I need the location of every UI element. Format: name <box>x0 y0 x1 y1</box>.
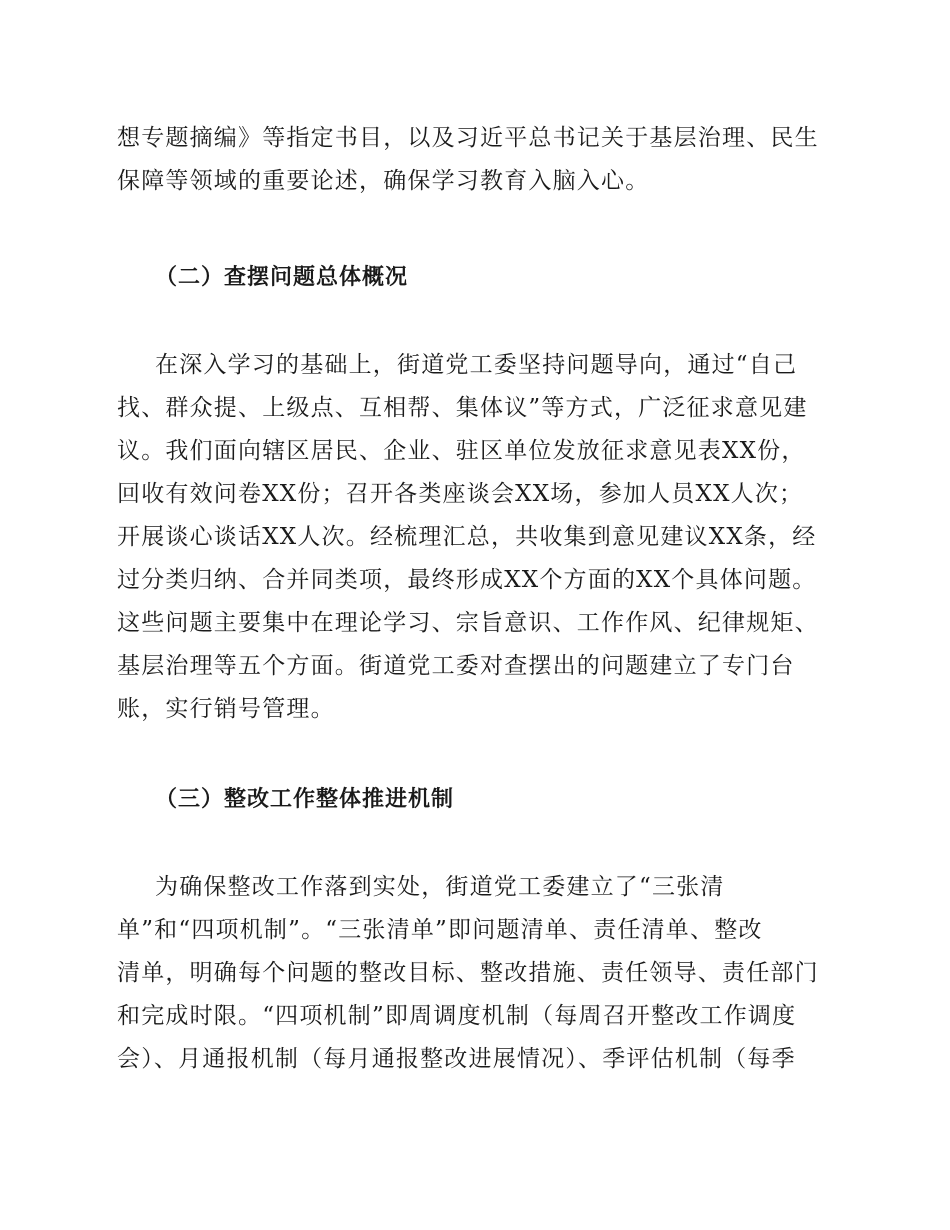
section-3-line-1: 为确保整改工作落到实处，街道党工委建立了“三张清 <box>155 874 725 900</box>
section-2-line-5: 开展谈心谈话XX人次。经梳理汇总，共收集到意见建议XX条，经 <box>117 524 817 550</box>
section-2-line-2: 找、群众提、上级点、互相帮、集体议”等方式，广泛征求意见建 <box>117 395 808 421</box>
section-3-line-3: 清单，明确每个问题的整改目标、整改措施、责任领导、责任部门 <box>117 960 819 986</box>
section-2-line-7: 这些问题主要集中在理论学习、宗旨意识、工作作风、纪律规矩、 <box>117 610 819 636</box>
intro-line-1: 想专题摘编》等指定书目，以及习近平总书记关于基层治理、民生 <box>117 125 819 151</box>
section-2-line-9: 账，实行销号管理。 <box>117 696 335 722</box>
section-3-line-2: 单”和“四项机制”。“三张清单”即问题清单、责任清单、整改 <box>117 917 763 943</box>
section-2-line-4: 回收有效问卷XX份；召开各类座谈会XX场，参加人员XX人次； <box>117 481 804 507</box>
section-2-line-8: 基层治理等五个方面。街道党工委对查摆出的问题建立了专门台 <box>117 653 795 679</box>
section-3-line-5: 会）、月通报机制（每月通报整改进展情况）、季评估机制（每季 <box>117 1046 796 1072</box>
section-2-line-1: 在深入学习的基础上，街道党工委坚持问题导向，通过“自己 <box>155 352 798 378</box>
section-2-line-6: 过分类归纳、合并同类项，最终形成XX个方面的XX个具体问题。 <box>117 567 817 593</box>
section-2-line-3: 议。我们面向辖区居民、企业、驻区单位发放征求意见表XX份， <box>117 438 806 464</box>
intro-line-2: 保障等领域的重要论述，确保学习教育入脑入心。 <box>117 168 650 194</box>
section-3-heading: （三）整改工作整体推进机制 <box>155 787 455 812</box>
section-3-line-4: 和完成时限。“四项机制”即周调度机制（每周召开整改工作调度 <box>117 1003 797 1029</box>
section-2-heading: （二）查摆问题总体概况 <box>155 265 409 290</box>
